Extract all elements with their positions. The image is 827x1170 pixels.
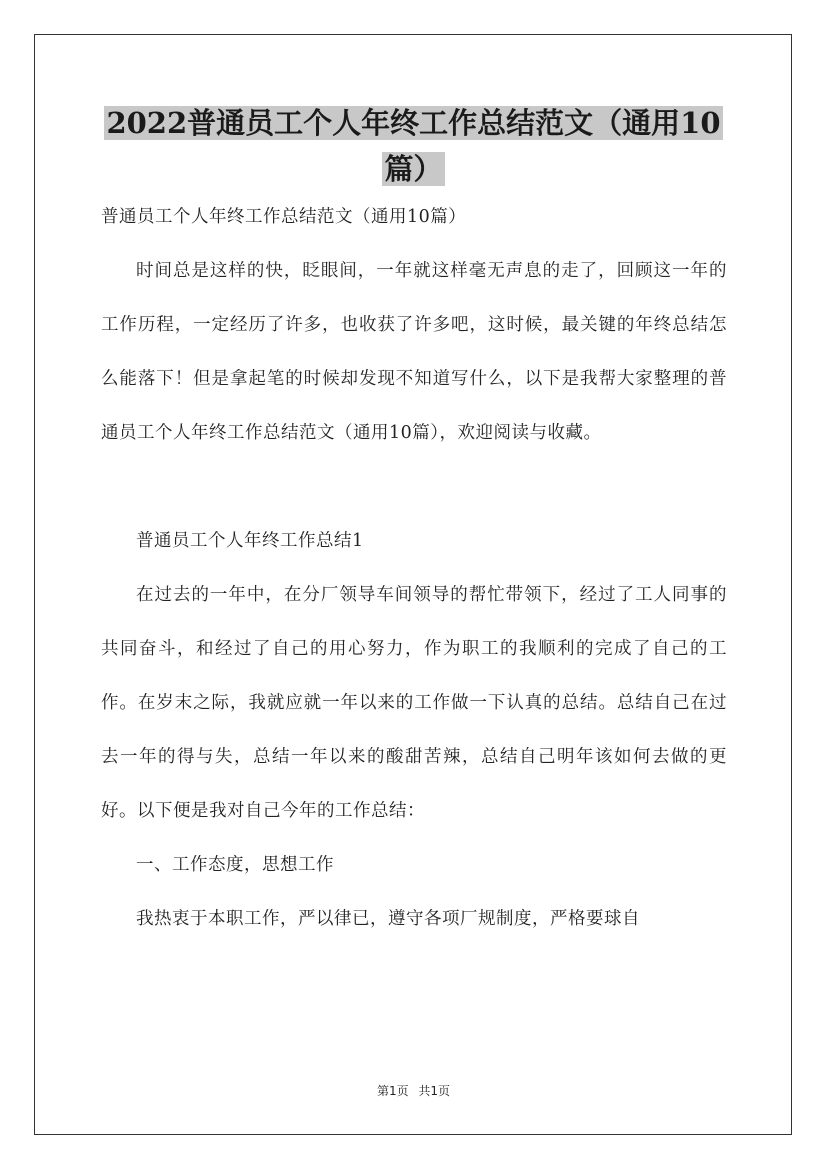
intro-paragraph: 时间总是这样的快，眨眼间，一年就这样毫无声息的走了，回顾这一年的工作历程，一定经历了许多，也收获了许多吧，这时候，最关键的年终总结怎么能落下！但是拿起笔的时候却发现不知道写什么，以下是我帮大家整理的普通员工个人年终工作总结范文（通用10篇），欢迎阅读与收藏。: [101, 261, 727, 443]
title-line-1: 2022普通员工个人年终工作总结范文（通用10: [106, 106, 721, 140]
paragraph-1: 在过去的一年中，在分厂领导车间领导的帮忙带领下，经过了工人同事的共同奋斗，和经过了自己的用心努力，作为职工的我顺利的完成了自己的工作。在岁末之际，我就应就一年以来的工作做一下认真的总结。总结自己在过去一年的得与失，总结一年以来的酸甜苦辣，总结自己明年该如何去做的更好。以下便是我对自己今年的工作总结：: [101, 585, 727, 821]
page-total: 共1页: [418, 1084, 451, 1098]
section-heading: 普通员工个人年终工作总结1: [136, 531, 364, 551]
paragraph-2: 我热衷于本职工作，严以律已，遵守各项厂规制度，严格要球自: [136, 909, 640, 929]
page-number: 第1页: [376, 1084, 409, 1098]
document-title: [60, 100, 767, 192]
sub-heading: 一、工作态度，思想工作: [136, 855, 334, 875]
spacer: [101, 460, 727, 514]
document-body: [101, 190, 727, 946]
title-line-2: 篇）: [384, 152, 443, 186]
page-footer: [0, 1082, 827, 1099]
subtitle: 普通员工个人年终工作总结范文（通用10篇）: [101, 207, 467, 227]
